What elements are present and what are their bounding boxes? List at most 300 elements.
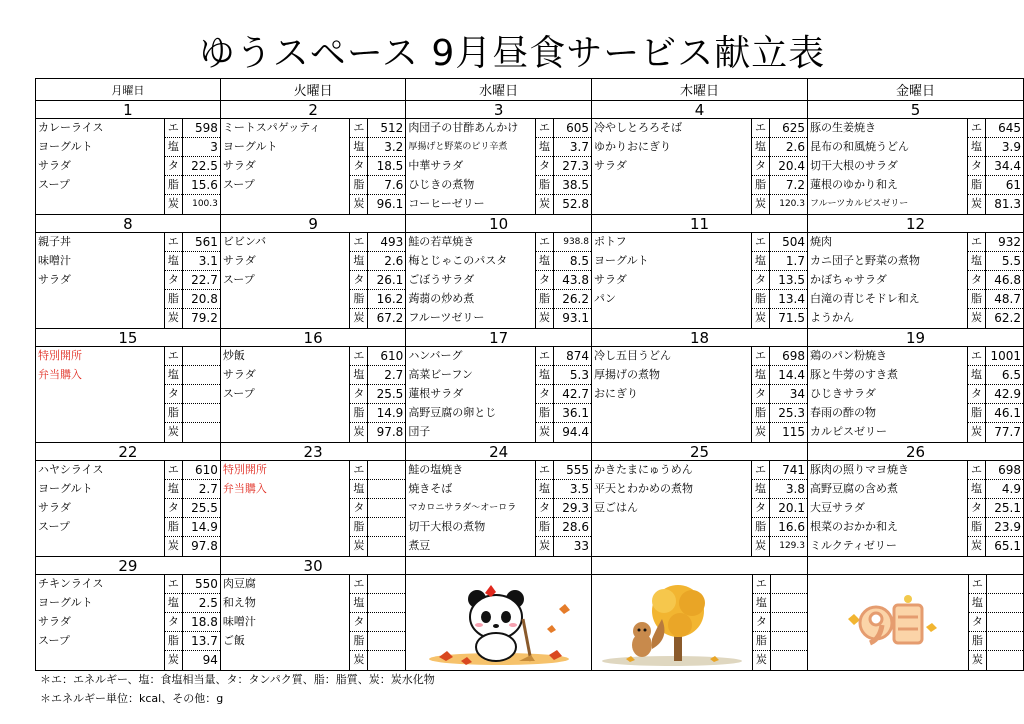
nutrient-label: 炭 [968,651,986,670]
nutrient-value: 14.9 [367,404,405,423]
nutrient-label: エ [535,233,553,252]
date-number [591,557,807,575]
nutrient-label: タ [751,385,769,404]
legend-note: ＊エ：エネルギー、塩：食塩相当量、タ：タンパク質、脂：脂質、炭：炭水化物 [40,673,435,686]
nutrient-value: 34 [769,385,807,404]
nutrient-value: 115 [769,423,807,442]
nutrient-label: 塩 [164,252,182,271]
date-number: 9 [220,215,405,233]
nutrient-value: 493 [367,233,405,252]
nutrient-label: タ [164,271,182,290]
nutrient-value: 26.1 [367,271,405,290]
squirrel-tree-illustration [592,579,752,667]
menu-item: サラダ [38,273,71,286]
nutrient-value [367,499,405,518]
day-cell [406,575,592,671]
menu-item: 鶏のパン粉焼き [809,349,887,362]
nutrient-value: 5.3 [553,366,591,385]
day-cell [406,233,592,329]
day-cell [36,347,221,443]
nutrient-value: 1001 [985,347,1023,366]
nutrient-value: 13.5 [769,271,807,290]
date-number: 2 [220,101,405,119]
nutrient-label: タ [349,271,367,290]
menu-item: サラダ [593,159,627,172]
nutrient-value: 20.4 [769,157,807,176]
menu-item [592,195,751,214]
nutrient-label: 脂 [349,290,367,309]
menu-item: 白滝の青じそドレ和え [809,292,920,305]
menu-item: コーヒーゼリー [408,197,485,210]
nutrient-value: 7.2 [769,176,807,195]
menu-item: ミートスパゲッティ [222,121,321,134]
date-number: 16 [220,329,405,347]
nutrient-label: 塩 [751,138,769,157]
nutrient-label: 脂 [751,290,769,309]
nutrient-value: 25.3 [769,404,807,423]
menu-row [36,575,1024,671]
menu-item: 煮豆 [408,539,431,552]
menu-item: フルーツカルピスゼリー [809,199,909,209]
nutrient-label: 塩 [164,480,182,499]
nutrient-label: エ [164,461,182,480]
menu-item: 厚揚げと野菜のピリ辛煮 [408,142,508,152]
nutrient-label: 炭 [164,309,182,328]
nutrient-label: 脂 [164,176,182,195]
nutrient-value: 94 [182,651,220,670]
nutrient-label: タ [968,613,986,632]
nutrient-label: タ [164,385,182,404]
day-cell [406,119,592,215]
nutrient-label: 塩 [535,138,553,157]
nutrient-value: 97.8 [182,537,220,556]
nutrient-value: 512 [367,119,405,138]
menu-item: サラダ [222,254,256,267]
nutrient-value: 94.4 [553,423,591,442]
nutrient-label: 脂 [349,176,367,195]
menu-item: 高菜ビーフン [408,368,473,381]
nutrient-value: 120.3 [769,195,807,214]
nutrient-label: タ [967,385,985,404]
menu-item: 和え物 [222,596,256,609]
menu-item: パン [593,292,616,305]
nutrient-value: 16.2 [367,290,405,309]
nutrient-value [986,575,1023,594]
nutrient-label: 炭 [751,195,769,214]
menu-item: 切干大根のサラダ [809,159,898,172]
nutrient-value: 96.1 [367,195,405,214]
menu-row [36,347,1024,443]
nutrient-value: 698 [985,461,1023,480]
menu-item: スープ [222,273,255,286]
nutrient-value: 79.2 [182,309,220,328]
day-cell [807,461,1023,557]
nutrient-value: 2.6 [769,138,807,157]
nutrient-label: エ [349,347,367,366]
nutrient-value [367,651,405,670]
nutrient-value: 65.1 [985,537,1023,556]
nutrient-value: 25.5 [367,385,405,404]
menu-item: ヨーグルト [38,140,93,153]
nutrient-value: 36.1 [553,404,591,423]
menu-item: ミルクティゼリー [809,539,897,552]
menu-item: ハンバーグ [408,349,463,362]
nutrient-label: タ [751,271,769,290]
nutrient-value: 1.7 [769,252,807,271]
day-cell [220,233,405,329]
menu-item [592,309,751,328]
nutrient-value: 610 [182,461,220,480]
nutrient-value: 61 [985,176,1023,195]
nutrient-value: 71.5 [769,309,807,328]
nutrient-label: 脂 [349,404,367,423]
nutrient-value: 550 [182,575,220,594]
nutrient-value: 6.5 [985,366,1023,385]
nutrient-value: 22.7 [182,271,220,290]
nutrient-label: タ [751,499,769,518]
nutrient-label: エ [751,347,769,366]
nutrient-value: 34.4 [985,157,1023,176]
date-number: 22 [36,443,221,461]
nutrient-label: エ [535,347,553,366]
menu-item: 味噌汁 [222,615,256,628]
nutrient-value: 67.2 [367,309,405,328]
nutrient-label: 塩 [967,138,985,157]
nutrient-value: 605 [553,119,591,138]
nutrient-label: エ [535,461,553,480]
nutrient-label: タ [967,271,985,290]
date-number: 26 [807,443,1023,461]
nutrient-label: 炭 [967,309,985,328]
nutrient-value [770,613,807,632]
nutrient-label: 脂 [968,632,986,651]
menu-item: 根菜のおかか和え [809,520,898,533]
nutrient-value: 2.6 [367,252,405,271]
nutrient-label: タ [349,499,367,518]
nutrient-label: 脂 [535,176,553,195]
nutrient-value: 15.6 [182,176,220,195]
nutrient-label: エ [751,461,769,480]
menu-item: 炒飯 [222,349,245,362]
nutrient-label: エ [349,575,367,594]
menu-item [221,423,349,442]
nutrient-label: 塩 [751,366,769,385]
date-number [406,557,592,575]
nutrient-value: 2.7 [182,480,220,499]
nutrient-label: 炭 [164,651,182,670]
nutrient-label: 脂 [751,518,769,537]
day-cell [807,575,1023,671]
nutrient-value: 20.8 [182,290,220,309]
nutrient-value: 23.9 [985,518,1023,537]
menu-item [36,537,164,556]
nutrient-value [367,461,405,480]
menu-item [36,651,164,670]
date-number: 23 [220,443,405,461]
nutrient-label: 塩 [967,366,985,385]
nutrient-value: 29.3 [553,499,591,518]
nutrient-value [770,575,807,594]
menu-item [221,290,349,309]
menu-item: スープ [38,520,70,533]
nutrient-label: 炭 [349,195,367,214]
menu-item: 平天とわかめの煮物 [593,482,693,495]
nutrient-label: タ [164,613,182,632]
nutrient-label: 塩 [752,594,770,613]
day-cell [220,461,405,557]
menu-item: サラダ [593,273,627,286]
menu-item [221,651,349,670]
menu-item: 蓮根のゆかり和え [809,178,898,191]
nutrient-value: 698 [769,347,807,366]
nutrient-value [367,480,405,499]
nutrient-value: 97.8 [367,423,405,442]
nutrient-label: タ [164,157,182,176]
nutrient-value [367,537,405,556]
nutrient-label: 脂 [535,518,553,537]
menu-item: 焼きそば [408,482,453,495]
nutrient-value: 14.4 [769,366,807,385]
nutrient-value [182,347,220,366]
nutrient-value: 62.2 [985,309,1023,328]
nutrient-label: 脂 [164,518,182,537]
nutrient-value: 3.2 [367,138,405,157]
menu-item: かきたまにゅうめん [593,463,693,476]
menu-item: 団子 [408,425,431,438]
nutrient-value: 598 [182,119,220,138]
nutrient-value [367,518,405,537]
panda-autumn-illustration [419,579,579,667]
nutrient-label: 炭 [967,537,985,556]
nutrient-label: 炭 [535,537,553,556]
menu-item: 弁当購入 [222,482,267,495]
menu-item: スープ [38,634,70,647]
menu-item: ヨーグルト [38,596,93,609]
nutrient-label: エ [968,575,986,594]
weekday-header: 金曜日 [807,79,1023,101]
nutrient-value [986,651,1023,670]
nutrient-label: タ [751,157,769,176]
menu-item: 蒟蒻の炒め煮 [408,292,475,305]
nutrient-label: 炭 [164,423,182,442]
date-number: 24 [406,443,592,461]
september-illustration [808,579,968,667]
weekday-header-row [36,79,1024,101]
menu-item: 肉団子の甘酢あんかけ [408,121,519,134]
unit-note: ＊エネルギー単位：kcal、その他：g [40,692,224,705]
nutrient-label: 脂 [967,518,985,537]
nutrient-value: 52.8 [553,195,591,214]
nutrient-label: 塩 [164,366,182,385]
nutrient-label: エ [164,119,182,138]
nutrient-value: 8.5 [553,252,591,271]
menu-item: ハヤシライス [38,463,104,476]
nutrient-label: タ [752,613,770,632]
day-cell [220,575,405,671]
menu-item [221,499,349,518]
day-cell [220,347,405,443]
nutrient-value: 48.7 [985,290,1023,309]
nutrient-label: タ [535,271,553,290]
nutrient-value: 561 [182,233,220,252]
menu-item: 肉豆腐 [222,577,256,590]
nutrient-value [367,632,405,651]
day-cell [406,347,592,443]
menu-item: 焼肉 [809,235,832,248]
nutrient-value: 81.3 [985,195,1023,214]
menu-item [592,518,751,537]
nutrient-value: 610 [367,347,405,366]
nutrient-label: 塩 [349,480,367,499]
nutrient-value: 26.2 [553,290,591,309]
date-number: 1 [36,101,221,119]
nutrient-label: タ [349,613,367,632]
date-row [36,215,1024,233]
menu-item: スープ [222,178,255,191]
nutrient-label: 塩 [535,366,553,385]
nutrient-label: タ [164,499,182,518]
menu-item: 特別開所 [222,463,267,476]
menu-item: サラダ [38,501,71,514]
menu-item: かぼちゃサラダ [809,273,887,286]
nutrient-label: 塩 [535,480,553,499]
nutrient-value [182,366,220,385]
nutrient-label: 脂 [164,632,182,651]
nutrient-label: エ [751,119,769,138]
nutrient-label: 炭 [751,309,769,328]
menu-item [36,195,164,214]
nutrient-value: 100.3 [182,195,220,214]
nutrient-label: エ [535,119,553,138]
date-number: 4 [591,101,807,119]
menu-item: ご飯 [222,634,245,647]
nutrient-value: 938.8 [553,233,591,252]
menu-item: チキンライス [38,577,104,590]
nutrient-label: 脂 [967,290,985,309]
nutrient-label: タ [349,385,367,404]
day-cell [36,233,221,329]
nutrient-label: 炭 [751,537,769,556]
nutrient-label: 脂 [752,632,770,651]
date-number: 12 [807,215,1023,233]
nutrient-label: タ [535,499,553,518]
nutrient-value [182,404,220,423]
menu-item: 切干大根の煮物 [408,520,486,533]
nutrient-label: 塩 [349,138,367,157]
nutrient-value: 25.5 [182,499,220,518]
day-cell [36,119,221,215]
nutrient-value: 33 [553,537,591,556]
nutrient-value: 46.1 [985,404,1023,423]
day-cell [807,119,1023,215]
nutrient-label: 炭 [349,423,367,442]
day-cell [36,461,221,557]
nutrient-value: 18.5 [367,157,405,176]
day-cell [406,461,592,557]
nutrient-value: 129.3 [769,537,807,556]
nutrient-value [182,385,220,404]
menu-item [221,537,349,556]
nutrient-value: 46.8 [985,271,1023,290]
nutrient-label: 脂 [751,176,769,195]
nutrient-label: 塩 [164,594,182,613]
date-number: 30 [220,557,405,575]
nutrient-value [770,594,807,613]
date-row [36,443,1024,461]
nutrient-label: 炭 [535,195,553,214]
menu-item: 弁当購入 [38,368,82,381]
nutrient-value [986,613,1023,632]
menu-item: サラダ [38,159,71,172]
date-row [36,557,1024,575]
menu-item [36,404,164,423]
nutrient-value: 3.7 [553,138,591,157]
day-cell [36,575,221,671]
nutrient-value: 741 [769,461,807,480]
date-number: 17 [406,329,592,347]
menu-item: おにぎり [593,387,638,400]
nutrient-label: エ [967,461,985,480]
nutrient-label: 脂 [349,518,367,537]
date-number: 11 [591,215,807,233]
menu-item: 味噌汁 [38,254,71,267]
menu-item: フルーツゼリー [408,311,485,324]
date-number [807,557,1023,575]
date-number: 29 [36,557,221,575]
nutrient-value: 555 [553,461,591,480]
nutrient-value: 25.1 [985,499,1023,518]
nutrient-label: タ [535,157,553,176]
menu-item: 大豆サラダ [809,501,865,514]
nutrient-value: 5.5 [985,252,1023,271]
menu-item [36,290,164,309]
nutrient-value: 3.5 [553,480,591,499]
nutrient-value: 77.7 [985,423,1023,442]
nutrient-label: エ [349,119,367,138]
nutrient-value: 20.1 [769,499,807,518]
nutrient-label: 炭 [164,195,182,214]
nutrient-label: エ [164,233,182,252]
nutrient-label: タ [349,157,367,176]
menu-item: ようかん [809,311,854,324]
nutrient-label: エ [751,233,769,252]
menu-item: スープ [222,387,255,400]
nutrient-value [986,594,1023,613]
nutrient-label: 炭 [967,423,985,442]
nutrient-value: 13.7 [182,632,220,651]
nutrient-label: エ [349,461,367,480]
menu-item: 鮭の若草焼き [408,235,475,248]
day-cell [591,119,807,215]
nutrient-value: 13.4 [769,290,807,309]
nutrient-label: エ [349,233,367,252]
menu-item: 特別開所 [38,349,82,362]
menu-item: カレーライス [38,121,104,134]
nutrient-label: 脂 [349,632,367,651]
menu-item: カニ団子と野菜の煮物 [809,254,920,267]
weekday-header: 水曜日 [406,79,592,101]
nutrient-label: タ [967,499,985,518]
nutrient-value: 22.5 [182,157,220,176]
nutrient-value: 4.9 [985,480,1023,499]
menu-item [592,537,751,556]
date-number: 19 [807,329,1023,347]
nutrient-value: 3.9 [985,138,1023,157]
menu-item: 高野豆腐の含め煮 [809,482,898,495]
menu-item: ヨーグルト [38,482,93,495]
menu-item: ひじきの煮物 [408,178,475,191]
menu-item [592,423,751,442]
